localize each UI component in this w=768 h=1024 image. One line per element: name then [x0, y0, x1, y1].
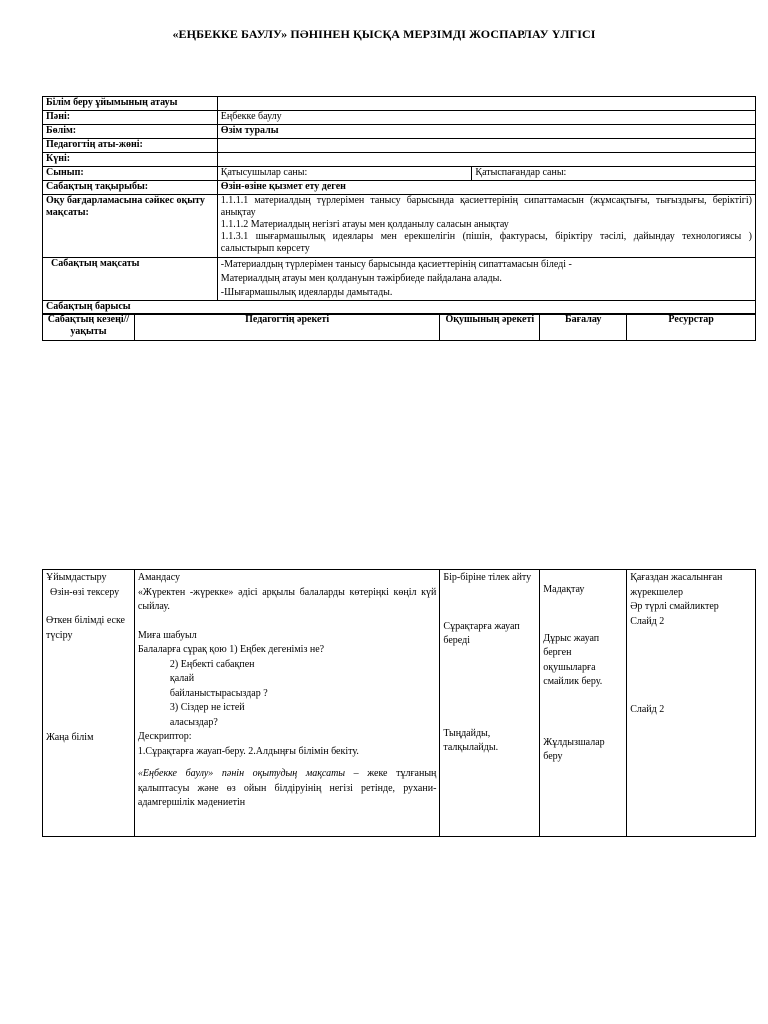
date-value	[217, 153, 755, 167]
goal-item: Материалдың атауы мен қолдануын тәжірбиеде пайдалана алады.	[220, 273, 502, 284]
column-stage: Сабақтың кезеңі//уақыты	[43, 314, 135, 341]
subject-goal-rest: – жеке тұлғаның қалыптасуы және өз ойын білдіруінің негізі ретінде, рухани-адамгершілік мәдениетін	[137, 768, 437, 808]
resource-smileys: Әр түрлі смайликтер	[630, 601, 719, 612]
present-count-label: Қатысушылар саны:	[217, 167, 472, 181]
student-listen-text: Тыңдайды, талқылайды.	[443, 727, 499, 753]
date-label: Күні:	[43, 153, 218, 167]
absent-count-label: Қатыспағандар саны:	[472, 167, 756, 181]
topic-value: Өзін-өзіне қызмет ету деген	[217, 181, 755, 195]
assessment-cell	[540, 570, 627, 837]
question-3-text: 3) Сіздер не істей аласыздар?	[169, 702, 245, 728]
section-label: Бөлім:	[43, 125, 218, 139]
assessment-praise: Мадақтау	[543, 584, 585, 595]
student-action-cell	[440, 570, 540, 837]
lesson-body-table	[42, 569, 756, 837]
org-value	[217, 97, 755, 111]
resource-paper-hearts: Қағаздан жасалынған жүрекшелер	[630, 572, 723, 598]
question-1-text: Балаларға сұрақ қою 1) Еңбек дегеніміз не?	[137, 644, 325, 655]
class-label: Сынып:	[43, 167, 218, 181]
objectives-cell	[217, 195, 755, 258]
lesson-progress-heading: Сабақтың барысы	[43, 301, 756, 315]
lesson-goal-cell	[217, 258, 755, 301]
subject-label: Пәні:	[43, 111, 218, 125]
stage-organizing: Ұйымдастыру	[46, 572, 107, 583]
objective-item: 1.1.3.1 шығармашылық идеялары мен ерекшелігін (пішін, фактурасы, біріктіру тәсілі, дайындау технологиясы ) салыстырып көрсету	[220, 231, 752, 254]
assessment-stars: Жұлдызшалар беру	[543, 736, 605, 762]
topic-label: Сабақтың тақырыбы:	[43, 181, 218, 195]
subject-value: Еңбекке баулу	[217, 111, 755, 125]
greeting-text: Амандасу	[137, 572, 181, 583]
question-2-text: 2) Еңбекті сабақпен қалай байланыстырасыздар ?	[169, 658, 268, 699]
stage-new-knowledge: Жаңа білім	[46, 732, 94, 743]
teacher-name-label: Педагогтің аты-жөні:	[43, 139, 218, 153]
student-wish-text: Бір-біріне тілек айту	[443, 572, 532, 583]
student-answer-text: Сұрақтарға жауап береді	[443, 620, 520, 646]
org-label: Білім беру ұйымының атауы	[43, 97, 218, 111]
descriptor-text: 1.Сұрақтарға жауап-беру. 2.Алдыңғы білімін бекіту.	[137, 745, 359, 757]
teacher-name-value	[217, 139, 755, 153]
stage-cell	[43, 570, 135, 837]
brainstorm-text: Миға шабуыл	[137, 629, 197, 641]
teacher-action-cell	[134, 570, 440, 837]
resource-slide-1: Слайд 2	[630, 615, 665, 627]
lesson-goal-label: Сабақтың мақсаты	[43, 258, 218, 301]
objective-item: 1.1.1.2 Материалдың негізгі атауы мен қолданылу саласын анықтау	[220, 219, 509, 230]
objectives-label: Оқу бағдарламасына сәйкес оқыту мақсаты:	[43, 195, 218, 258]
goal-item: -Шығармашылық идеяларды дамытады.	[220, 287, 393, 298]
subject-goal-italic: «Еңбекке баулу» пәнін оқытудың мақсаты	[137, 768, 346, 779]
resources-cell	[627, 570, 756, 837]
goal-item: -Материалдың түрлерімен танысу барысында қасиеттерінің сипаттамасын біледі -	[220, 259, 572, 270]
subject-goal-text	[138, 767, 437, 811]
assessment-smiley: Дұрыс жауап берген оқушыларға смайлик беру.	[543, 632, 603, 687]
stage-self-check: Өзін-өзі тексеру	[50, 586, 120, 598]
resource-slide-2: Слайд 2	[630, 704, 665, 715]
column-teacher-action: Педагогтің әрекеті	[134, 314, 439, 341]
column-student-action: Оқушының әрекеті	[440, 314, 540, 341]
lesson-info-table	[42, 96, 756, 315]
stage-recall: Өткен білімді еске түсіру	[46, 615, 125, 641]
lesson-columns-header	[42, 313, 756, 341]
column-resources: Ресурстар	[627, 314, 756, 341]
objective-item: 1.1.1.1 материалдың түрлерімен танысу барысында қасиеттерінің сипаттамасын (жұмсақтығы, тығыздығы, беріктігі) анықтау	[220, 195, 752, 218]
document-title: «ЕҢБЕККЕ БАУЛУ» ПӘНІНЕН ҚЫСҚА МЕРЗІМДІ ЖОСПАРЛАУ ҮЛГІСІ	[172, 27, 596, 41]
descriptor-label: Дескриптор:	[137, 731, 192, 742]
column-assessment: Бағалау	[540, 314, 627, 341]
heart-method-text: «Жүректен -жүрекке» әдісі арқылы балаларды көтеріңкі көңіл күй сыйлау.	[137, 586, 437, 612]
section-value: Өзім туралы	[217, 125, 755, 139]
